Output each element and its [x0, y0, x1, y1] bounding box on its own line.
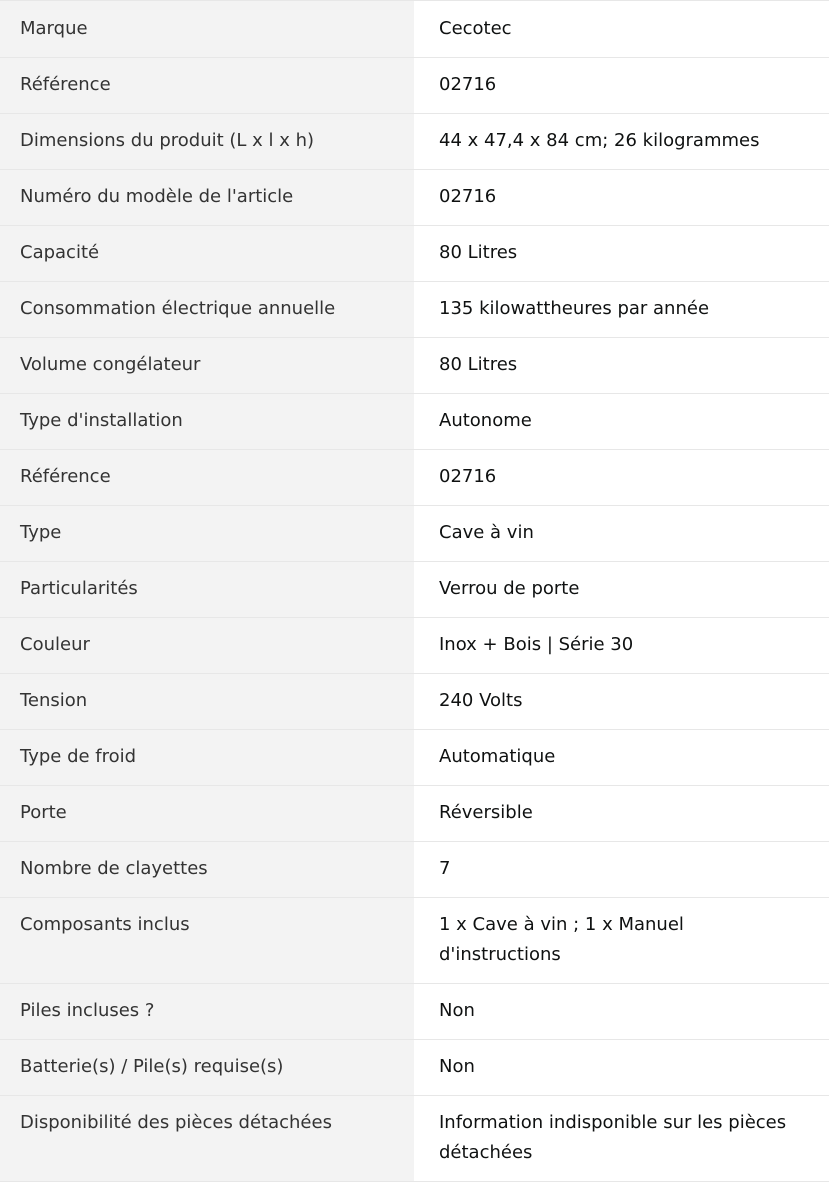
- spec-label: Type de froid: [0, 730, 414, 786]
- spec-label: Type: [0, 506, 414, 562]
- spec-label: Porte: [0, 786, 414, 842]
- spec-row-spare-parts: [0, 1096, 829, 1182]
- spec-label: Volume congélateur: [0, 338, 414, 394]
- spec-label: Référence: [0, 450, 414, 506]
- spec-label: Batterie(s) / Pile(s) requise(s): [0, 1040, 414, 1096]
- spec-value: 1 x Cave à vin ; 1 x Manuel d'instructions: [439, 914, 684, 965]
- spec-value: Cecotec: [439, 18, 512, 39]
- spec-value: Autonome: [439, 410, 532, 431]
- spec-value: Automatique: [439, 746, 556, 767]
- spec-row-freezer-volume: [0, 338, 829, 394]
- spec-row-batteries-included: [0, 984, 829, 1040]
- spec-row-reference: [0, 58, 829, 114]
- spec-row-brand: [0, 1, 829, 58]
- spec-label: Nombre de clayettes: [0, 842, 414, 898]
- spec-row-door: [0, 786, 829, 842]
- spec-value: Information indisponible sur les pièces détachées: [439, 1112, 787, 1163]
- spec-row-installation-type: [0, 394, 829, 450]
- spec-label: Couleur: [0, 618, 414, 674]
- spec-label: Consommation électrique annuelle: [0, 282, 414, 338]
- spec-row-reference-2: [0, 450, 829, 506]
- spec-label: Dimensions du produit (L x l x h): [0, 114, 414, 170]
- spec-row-included-components: [0, 898, 829, 984]
- spec-label: Référence: [0, 58, 414, 114]
- spec-value: 135 kilowattheures par année: [439, 298, 710, 319]
- spec-label: Capacité: [0, 226, 414, 282]
- spec-value: Cave à vin: [439, 522, 534, 543]
- spec-row-type: [0, 506, 829, 562]
- spec-row-annual-consumption: [0, 282, 829, 338]
- spec-value: Inox + Bois | Série 30: [439, 634, 634, 655]
- spec-row-batteries-required: [0, 1040, 829, 1096]
- spec-value: 02716: [439, 74, 497, 95]
- specifications-body: [0, 1, 829, 1182]
- spec-row-features: [0, 562, 829, 618]
- spec-value: 02716: [439, 186, 497, 207]
- spec-row-shelf-count: [0, 842, 829, 898]
- spec-value: 80 Litres: [439, 242, 518, 263]
- spec-label: Disponibilité des pièces détachées: [0, 1096, 414, 1182]
- spec-label: Piles incluses ?: [0, 984, 414, 1040]
- spec-value: 44 x 47,4 x 84 cm; 26 kilogrammes: [439, 130, 760, 151]
- spec-value: 80 Litres: [439, 354, 518, 375]
- spec-label: Composants inclus: [0, 898, 414, 984]
- spec-value: 7: [439, 858, 451, 879]
- spec-row-color: [0, 618, 829, 674]
- spec-label: Tension: [0, 674, 414, 730]
- spec-value: 240 Volts: [439, 690, 523, 711]
- spec-label: Type d'installation: [0, 394, 414, 450]
- spec-row-capacity: [0, 226, 829, 282]
- spec-row-model-number: [0, 170, 829, 226]
- spec-row-dimensions: [0, 114, 829, 170]
- spec-value: Verrou de porte: [439, 578, 580, 599]
- spec-value: Réversible: [439, 802, 533, 823]
- spec-row-cooling-type: [0, 730, 829, 786]
- spec-value: Non: [439, 1056, 475, 1077]
- spec-label: Particularités: [0, 562, 414, 618]
- spec-row-voltage: [0, 674, 829, 730]
- spec-value: Non: [439, 1000, 475, 1021]
- spec-value: 02716: [439, 466, 497, 487]
- spec-label: Numéro du modèle de l'article: [0, 170, 414, 226]
- spec-label: Marque: [0, 1, 414, 58]
